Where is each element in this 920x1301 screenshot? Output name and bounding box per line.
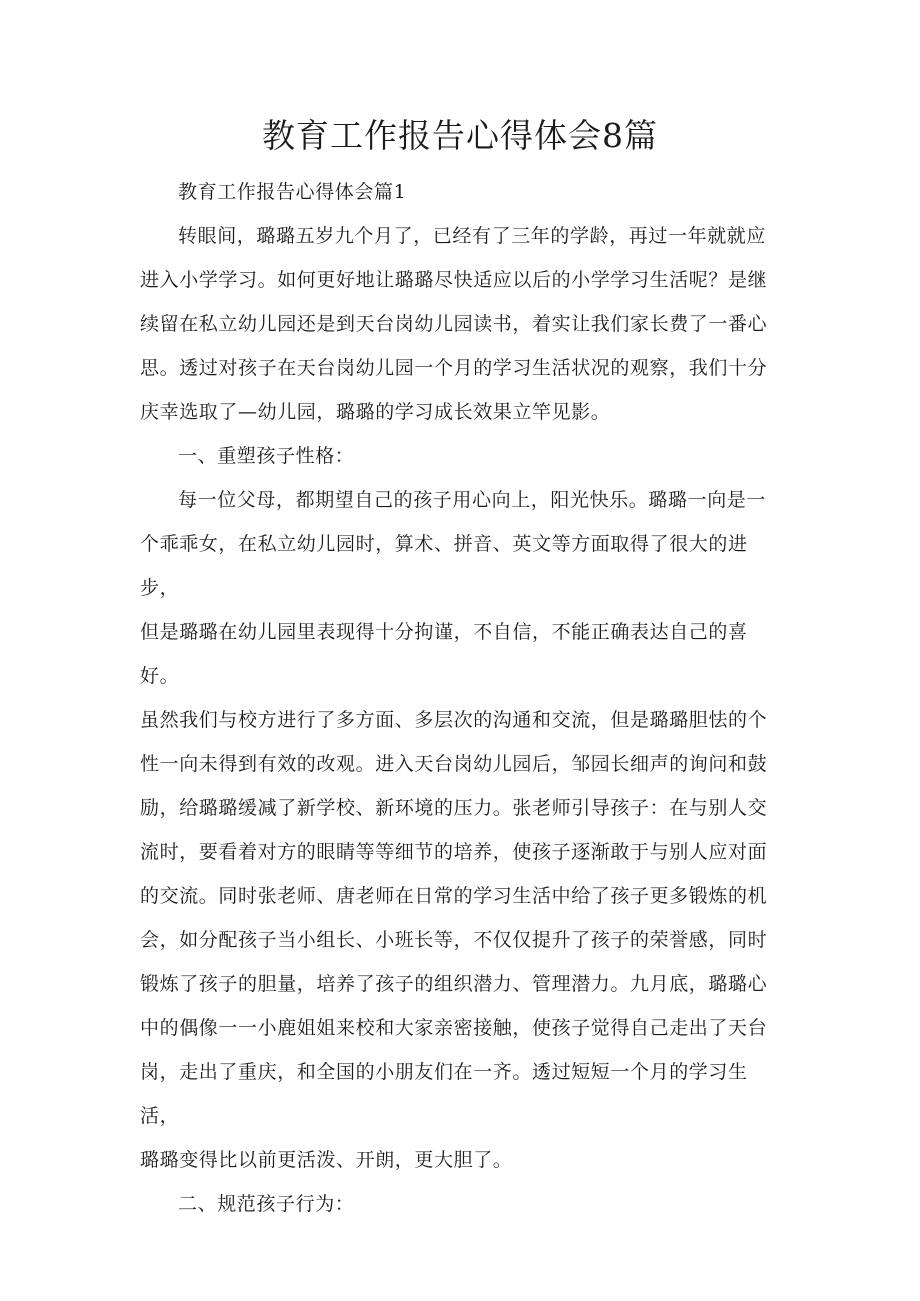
section-heading: 教育工作报告心得体会篇1 (178, 181, 407, 203)
paragraph-line: 每一位父母，都期望自己的孩子用心向上，阳光快乐。璐璐一向是一 (178, 489, 767, 511)
subheading: 二、规范孩子行为： (178, 1193, 355, 1215)
paragraph-line: 会，如分配孩子当小组长、小班长等，不仅仅提升了孩子的荣誉感，同时 (140, 929, 768, 951)
paragraph-line: 思。透过对孩子在天台岗幼儿园一个月的学习生活状况的观察，我们十分 (140, 357, 768, 379)
document-body (140, 170, 780, 1226)
paragraph-line: 中的偶像一一小鹿姐姐来校和大家亲密接触，使孩子觉得自己走出了天台 (140, 1017, 768, 1039)
paragraph-line: 锻炼了孩子的胆量，培养了孩子的组织潜力、管理潜力。九月底，璐璐心 (140, 973, 768, 995)
paragraph-line: 续留在私立幼儿园还是到天台岗幼儿园读书，着实让我们家长费了一番心 (140, 313, 768, 335)
subheading: 一、重塑孩子性格： (178, 445, 355, 467)
paragraph-line: 进入小学学习。如何更好地让璐璐尽快适应以后的小学学习生活呢？是继 (140, 269, 768, 291)
paragraph-line: 庆幸选取了—幼儿园，璐璐的学习成长效果立竿见影。 (140, 401, 611, 423)
paragraph-line: 性一向未得到有效的改观。进入天台岗幼儿园后，邹园长细声的询问和鼓 (140, 753, 768, 775)
document-title: 教育工作报告心得体会8篇 (262, 116, 658, 155)
paragraph-line: 璐璐变得比以前更活泼、开朗，更大胆了。 (140, 1149, 513, 1171)
paragraph-line: 虽然我们与校方进行了多方面、多层次的沟通和交流，但是璐璐胆怯的个 (140, 709, 768, 731)
paragraph-line: 的交流。同时张老师、唐老师在日常的学习生活中给了孩子更多锻炼的机 (140, 885, 768, 907)
paragraph-line: 岗，走出了重庆，和全国的小朋友们在一齐。透过短短一个月的学习生活， (140, 1061, 748, 1127)
paragraph-line: 但是璐璐在幼儿园里表现得十分拘谨，不自信，不能正确表达自己的喜好。 (140, 621, 748, 687)
paragraph-line: 励，给璐璐缓减了新学校、新环境的压力。张老师引导孩子：在与别人交 (140, 797, 768, 819)
paragraph-line: 转眼间，璐璐五岁九个月了，已经有了三年的学龄，再过一年就就应 (178, 225, 767, 247)
paragraph-line: 流时，要看着对方的眼睛等等细节的培养，使孩子逐渐敢于与别人应对面 (140, 841, 768, 863)
paragraph-line: 个乖乖女，在私立幼儿园时，算术、拼音、英文等方面取得了很大的进步， (140, 533, 748, 599)
